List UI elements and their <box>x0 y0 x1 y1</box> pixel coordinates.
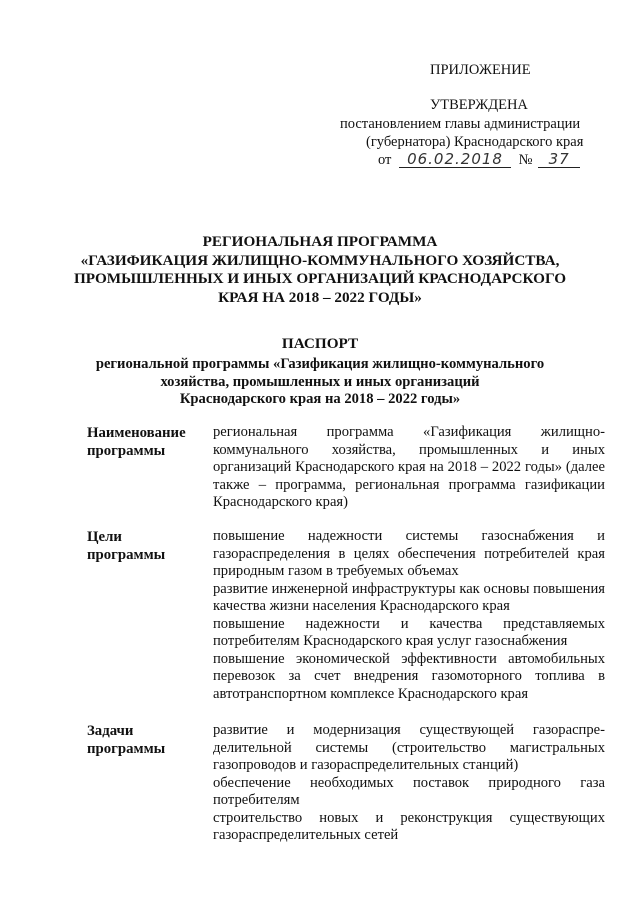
title-line-2: «ГАЗИФИКАЦИЯ ЖИЛИЩНО-КОММУНАЛЬНОГО ХОЗЯЙСТВА, <box>80 251 560 269</box>
approval-line-1: постановлением главы администрации <box>340 116 581 132</box>
passport-subtitle-line-2: хозяйства, промышленных и иных организаций <box>160 373 480 390</box>
handwritten-number: 37 <box>548 150 570 168</box>
section-paragraph: строительство новых и реконструкция существующих газораспределительных сетей <box>213 809 605 843</box>
passport-subtitle-line-3: Краснодарского края на 2018 – 2022 годы» <box>179 391 461 407</box>
passport-heading: ПАСПОРТ <box>281 335 359 352</box>
section-paragraph: развитие и модернизация существующей газораспре-делительной системы (строительство магистральных газопроводов и газораспределительных станций) <box>213 722 605 773</box>
number-sign: № <box>518 152 533 168</box>
section-paragraph: развитие инженерной инфраструктуры как основы повышения качества жизни населения Краснодарского края <box>213 580 605 614</box>
section-content <box>213 528 605 703</box>
section-label-line: программы <box>87 741 166 757</box>
section-content <box>213 424 605 512</box>
section-label-line: Задачи <box>87 723 134 739</box>
section-paragraph: повышение экономической эффективности автомобильных перевозок за счет внедрения газомоторного топлива в автотранспортном комплексе Краснодарского края <box>213 650 605 702</box>
section-content <box>213 722 605 845</box>
section-label-line: Наименование <box>87 425 186 441</box>
section-paragraph: обеспечение необходимых поставок природного газа потребителям <box>213 774 605 808</box>
number-field <box>538 152 580 168</box>
appendix-label: ПРИЛОЖЕНИЕ <box>430 62 531 78</box>
passport-subtitle-line-1: региональной программы «Газификация жилищно-коммунального <box>95 356 545 372</box>
section-label <box>87 528 207 564</box>
section-paragraph: повышение надежности системы газоснабжения и газораспределения в целях обеспечения потребителей края природным газом в требуемых объемах <box>213 528 605 579</box>
title-line-3: ПРОМЫШЛЕННЫХ И ИНЫХ ОРГАНИЗАЦИЙ КРАСНОДАРСКОГО <box>73 270 567 287</box>
section-label-line: программы <box>87 443 166 459</box>
section-label <box>87 424 207 460</box>
title-line-4: КРАЯ НА 2018 – 2022 ГОДЫ» <box>218 288 422 306</box>
handwritten-date: 06.02.2018 <box>407 150 503 168</box>
passport-subtitle <box>0 356 640 409</box>
approval-date-line <box>378 151 580 169</box>
section-paragraph: региональная программа «Газификация жилищно-коммунального хозяйства, промышленных и иных организаций Краснодарского края на 2018 – 2022 годы» (далее также – программа, региональная программа газификации Краснодарского края) <box>213 424 605 510</box>
approval-line-2: (губернатора) Краснодарского края <box>366 134 584 150</box>
from-word: от <box>378 152 392 168</box>
date-field <box>399 152 511 168</box>
section-label-line: Цели <box>87 529 122 545</box>
section-label <box>87 722 207 758</box>
program-title <box>0 233 640 307</box>
approved-label: УТВЕРЖДЕНА <box>430 97 528 113</box>
title-line-1: РЕГИОНАЛЬНАЯ ПРОГРАММА <box>202 233 438 250</box>
section-paragraph: повышение надежности и качества представляемых потребителям Краснодарского края услуг газоснабжения <box>213 615 605 649</box>
section-label-line: программы <box>87 547 166 563</box>
